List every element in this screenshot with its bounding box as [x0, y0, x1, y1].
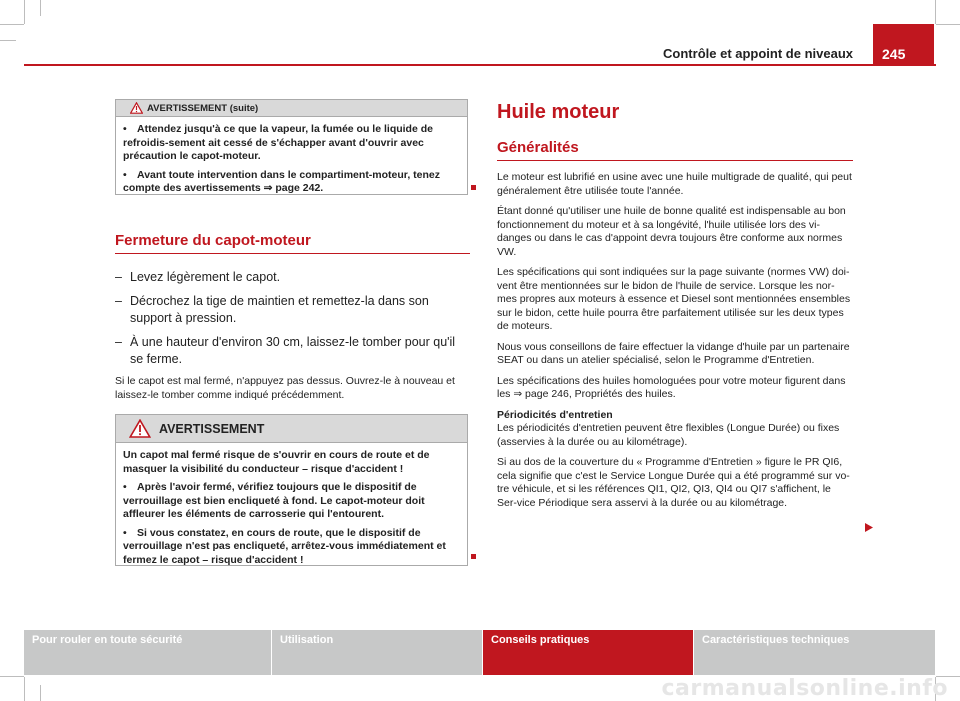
periods-title: Périodicités d'entretien [497, 408, 613, 421]
closing-step: – À une hauteur d'environ 30 cm, laissez-le tomber pour qu'il se ferme. [115, 335, 456, 366]
warning-continued-box [115, 99, 468, 195]
crop-mark [40, 685, 41, 701]
warning-continued-header [116, 100, 467, 117]
oil-paragraph: Le moteur est lubrifié en usine avec une huile multigrade de qualité, qui peut généralement être utilisée toute l'année. [497, 171, 852, 197]
continue-arrow-icon [864, 518, 874, 537]
closing-step: – Levez légèrement le capot. [115, 270, 281, 284]
closing-step: – Décrochez la tige de maintien et remettez-la dans son support à pression. [115, 294, 429, 325]
oil-paragraph: Étant donné qu'utiliser une huile de bonne qualité est indispensable au bon fonctionnement du moteur et à sa longévité, l'huile utilisée lors des vi-danges ou dans le cas d'appoint devra toujours être conforme aux normes VW. [497, 205, 846, 258]
section-end-marker [471, 554, 476, 559]
page-number: 245 [873, 24, 934, 66]
oil-paragraph: Si au dos de la couverture du « Programme d'Entretien » figure le PR QI6, cela signifie que c'est le Service Longue Durée qui a été programmé sur vo-tre véhicule, et si les références QI1, QI2, QI3, QI4 ou QI7 s'affichent, le Ser-vice Périodique sera asservi à la durée ou au kilométrage. [497, 456, 850, 509]
closing-section [115, 232, 470, 402]
crop-mark [936, 24, 960, 25]
warning-item: • Avant toute intervention dans le compartiment-moteur, tenez compte des avertissements ⇒ page 242. [123, 168, 440, 194]
oil-paragraph: Les spécifications des huiles homologuées pour votre moteur figurent dans les ⇒ page 246, Propriétés des huiles. [497, 374, 846, 400]
warning-triangle-icon [129, 419, 151, 438]
warning-item: Un capot mal fermé risque de s'ouvrir en cours de route et de masquer la visibilité du conducteur – risque d'accident ! [123, 449, 430, 475]
closing-note: Si le capot est mal fermé, n'appuyez pas dessus. Ouvrez-le à nouveau et laissez-le tomber comme indiqué précédemment. [115, 375, 455, 401]
oil-subtitle: Généralités [497, 139, 853, 161]
page-header-title: Contrôle et appoint de niveaux [663, 46, 853, 61]
oil-paragraph: Nous vous conseillons de faire effectuer la vidange d'huile par un partenaire SEAT ou dans un atelier spécialisé, selon le Programme d'Entretien. [497, 340, 850, 366]
warning-header [116, 415, 467, 443]
header-rule [24, 64, 936, 66]
closing-section-title: Fermeture du capot-moteur [115, 232, 470, 254]
crop-mark [24, 0, 25, 24]
tab-technical-specs[interactable]: Caractéristiques techniques [694, 630, 935, 675]
oil-paragraph: Les périodicités d'entretien peuvent être flexibles (Longue Durée) ou fixes (asservies à la durée ou au kilométrage). [497, 422, 840, 448]
warning-item: • Attendez jusqu'à ce que la vapeur, la fumée ou le liquide de refroidis-sement ait cessé de s'échapper avant d'ouvrir avec précaution le capot-moteur. [123, 123, 433, 162]
warning-box [115, 414, 468, 566]
crop-mark [0, 676, 24, 677]
crop-mark [0, 40, 16, 41]
warning-title: AVERTISSEMENT [159, 421, 265, 436]
warning-item: • Après l'avoir fermé, vérifiez toujours que le dispositif de verrouillage est bien encliqueté à fond. Le capot-moteur doit affleurer les éléments de carrosserie qui l'entourent. [123, 481, 425, 520]
tab-safety[interactable]: Pour rouler en toute sécurité [24, 630, 272, 675]
warning-item: • Si vous constatez, en cours de route, que le dispositif de verrouillage n'est pas encliqueté, arrêtez-vous immédiatement et fermez le capot – risque d'accident ! [123, 526, 446, 566]
oil-paragraph: Les spécifications qui sont indiquées sur la page suivante (normes VW) doi-vent être mentionnées sur le bidon de l'huile de service. Lorsque les nor-mes propres aux moteurs à essence et Diesel sont mentionnées ensembles sur le bidon, cette huile pourra être parfaitement utilisée sur les deux types de moteurs. [497, 266, 851, 332]
warning-continued-title: AVERTISSEMENT (suite) [147, 102, 259, 114]
footer-tabs [24, 630, 935, 675]
warning-continued-body [116, 117, 467, 205]
watermark: carmanualsonline.info [661, 676, 948, 701]
section-end-marker [471, 185, 476, 190]
crop-mark [0, 24, 24, 25]
tab-usage[interactable]: Utilisation [272, 630, 483, 675]
oil-section [497, 101, 853, 517]
oil-title: Huile moteur [497, 101, 620, 123]
tab-practical-tips[interactable]: Conseils pratiques [483, 630, 694, 675]
crop-mark [40, 0, 41, 16]
warning-body [116, 443, 467, 576]
crop-mark [935, 0, 936, 24]
warning-triangle-icon [130, 102, 143, 114]
crop-mark [24, 677, 25, 701]
